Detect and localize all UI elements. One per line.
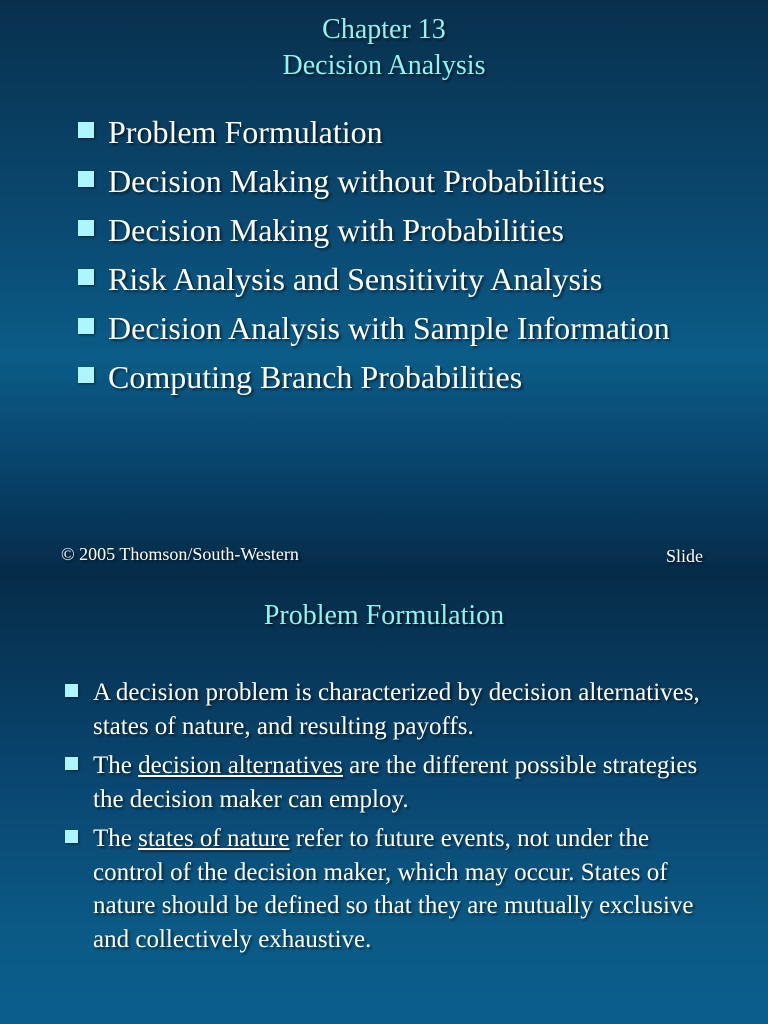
- bullet-square-icon: [78, 220, 94, 236]
- bullet-square-icon: [78, 269, 94, 285]
- list-item: [65, 749, 705, 816]
- slide-title-line2: Decision Analysis: [282, 50, 486, 81]
- definition-list: [65, 676, 705, 962]
- bullet-square-icon: [78, 171, 94, 187]
- list-item-text: Problem Formulation: [108, 114, 383, 150]
- slide-title: [0, 12, 768, 84]
- list-item-pre: The: [93, 752, 139, 779]
- list-item-text: Decision Analysis with Sample Information: [108, 310, 670, 346]
- bullet-square-icon: [65, 684, 78, 697]
- bullet-square-icon: [78, 367, 94, 383]
- list-item-text: Decision Making without Probabilities: [108, 163, 605, 199]
- copyright-footer: © 2005 Thomson/South-Western: [61, 544, 299, 564]
- slide-title: Problem Formulation: [263, 600, 505, 631]
- list-item-post: refer to future events, not under the control of the decision maker, which may occur. States of nature should be defined so that they are mutually exclusive and collectively exhaustive.: [93, 825, 694, 953]
- list-item: [65, 822, 705, 956]
- list-item: [78, 210, 718, 250]
- topic-list: [78, 112, 718, 406]
- list-item-text: A decision problem is characterized by decision alternatives, states of nature, and resulting payoffs.: [93, 679, 700, 740]
- list-item: [78, 161, 718, 201]
- slide-problem-formulation: [0, 576, 768, 1024]
- list-item-pre: The: [93, 825, 139, 852]
- list-item: [78, 259, 718, 299]
- list-item: [78, 112, 718, 152]
- list-item-text: Risk Analysis and Sensitivity Analysis: [108, 261, 603, 297]
- term-decision-alternatives: decision alternatives: [138, 752, 343, 779]
- bullet-square-icon: [65, 757, 78, 770]
- term-states-of-nature: states of nature: [138, 825, 290, 852]
- bullet-square-icon: [78, 318, 94, 334]
- bullet-square-icon: [78, 122, 94, 138]
- slide-title-line1: Chapter 13: [322, 14, 446, 45]
- list-item: [78, 308, 718, 348]
- bullet-square-icon: [65, 830, 78, 843]
- list-item-text: Decision Making with Probabilities: [108, 212, 564, 248]
- slide-label: Slide: [666, 546, 704, 566]
- list-item-text: Computing Branch Probabilities: [108, 359, 523, 395]
- list-item-post: are the different possible strategies the decision maker can employ.: [93, 752, 698, 813]
- list-item: [78, 357, 718, 397]
- list-item: [65, 676, 705, 743]
